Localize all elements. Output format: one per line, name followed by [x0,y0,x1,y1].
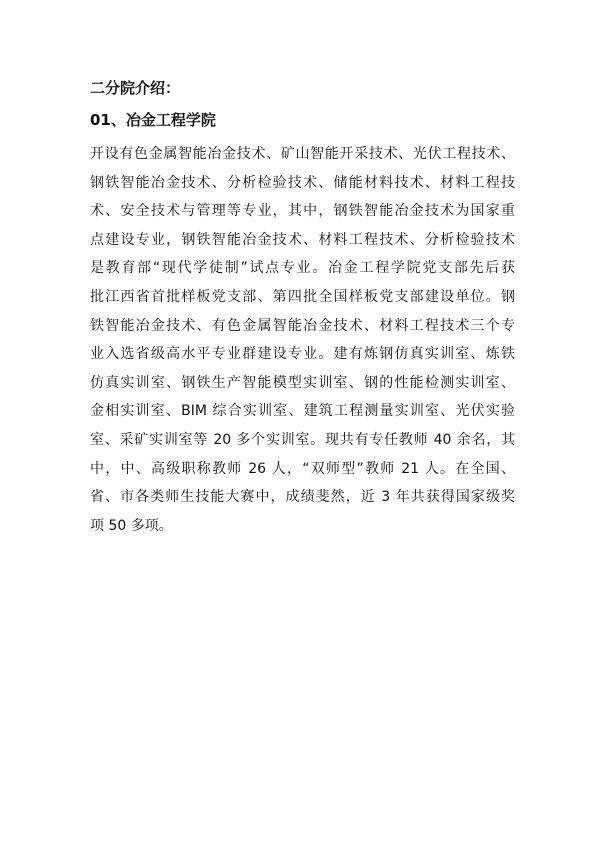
paragraph-line: 是教育部“现代学徒制”试点专业。冶金工程学院党支部先后获 [90,260,515,277]
paragraph-line: 点建设专业，钢铁智能冶金技术、材料工程技术、分析检验技术 [90,231,515,248]
paragraph-line: 批江西省首批样板党支部、第四批全国样板党支部建设单位。钢 [90,288,515,305]
paragraph-line: 室、采矿实训室等 20 多个实训室。现共有专任教师 40 余名，其 [90,431,515,448]
section-title: 二分院介绍： [90,79,181,97]
paragraph-line: 仿真实训室、钢铁生产智能模型实训室、钢的性能检测实训室、 [90,374,515,391]
college-description [90,140,515,540]
paragraph-line: 金相实训室、BIM 综合实训室、建筑工程测量实训室、光伏实验 [90,403,515,420]
paragraph-line: 术、安全技术与管理等专业，其中，钢铁智能冶金技术为国家重 [90,203,515,220]
paragraph-line: 业入选省级高水平专业群建设专业。建有炼钢仿真实训室、炼铁 [90,346,515,363]
paragraph-line: 省、市各类师生技能大赛中，成绩斐然，近 3 年共获得国家级奖 [90,489,515,506]
paragraph-line: 钢铁智能冶金技术、分析检验技术、储能材料技术、材料工程技 [90,174,515,191]
paragraph-line: 铁智能冶金技术、有色金属智能冶金技术、材料工程技术三个专 [90,317,515,334]
paragraph-line: 开设有色金属智能冶金技术、矿山智能开采技术、光伏工程技术、 [90,146,515,162]
paragraph-line: 中，中、高级职称教师 26 人，“双师型”教师 21 人。在全国、 [90,460,515,477]
college-heading: 01、冶金工程学院 [90,111,216,129]
paragraph-line: 项 50 多项。 [90,517,173,534]
